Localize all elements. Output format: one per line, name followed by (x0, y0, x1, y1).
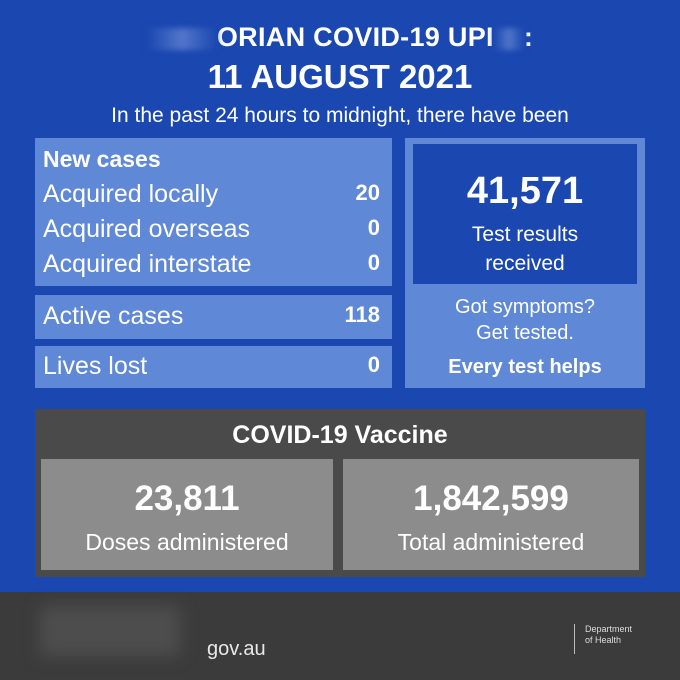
tests-label-line-1: Test results (471, 223, 579, 246)
new-cases-panel (35, 138, 392, 286)
symptoms-line-1: Got symptoms? (454, 296, 596, 318)
vaccine-title: COVID-19 Vaccine (232, 421, 448, 449)
report-date: 11 AUGUST 2021 (207, 58, 473, 95)
dept-line-2: of Health (585, 635, 622, 645)
tests-value: 41,571 (466, 170, 584, 212)
total-value: 1,842,599 (413, 479, 569, 518)
tests-panel (405, 138, 645, 388)
active-cases-row (43, 302, 380, 331)
case-row-label: Acquired locally (43, 180, 219, 208)
footer-divider (574, 624, 575, 654)
tests-label (413, 220, 637, 278)
dept-line-1: Department (585, 624, 633, 634)
case-row-overseas (43, 215, 380, 244)
symptoms-line-3: Every test helps (448, 356, 602, 378)
total-label: Total administered (397, 529, 585, 555)
case-row-value: 0 (367, 250, 380, 275)
subtitle: In the past 24 hours to midnight, there have been (111, 104, 569, 127)
footer (0, 592, 680, 680)
active-cases-panel (35, 295, 392, 339)
active-cases-label: Active cases (43, 302, 184, 330)
symptoms-line-2: Get tested. (476, 322, 574, 344)
active-cases-value: 118 (344, 302, 380, 327)
total-box (343, 459, 639, 570)
new-cases-heading (43, 146, 380, 173)
symptoms-message (405, 294, 645, 380)
doses-label: Doses administered (85, 529, 289, 555)
redacted-region (494, 28, 524, 50)
case-row-value: 20 (355, 180, 380, 205)
tests-label-line-2: received (485, 252, 565, 275)
doses-value: 23,811 (134, 479, 240, 518)
title-line-1: ORIAN COVID-19 UPI (216, 22, 494, 52)
redacted-logo (40, 606, 180, 656)
lives-lost-panel (35, 346, 392, 388)
case-row-label: Acquired interstate (43, 250, 252, 278)
dept-logo (585, 624, 632, 646)
footer-site: gov.au (207, 638, 266, 660)
tests-box (413, 144, 637, 284)
case-row-value: 0 (367, 215, 380, 240)
case-row-local (43, 180, 380, 209)
page-title (0, 22, 680, 53)
new-cases-heading-text: New cases (43, 146, 161, 172)
doses-box (41, 459, 333, 570)
title-suffix: : (523, 22, 534, 52)
case-row-interstate (43, 250, 380, 279)
lives-lost-label: Lives lost (43, 352, 148, 380)
vaccine-panel (35, 409, 645, 577)
lives-lost-row (43, 352, 380, 381)
case-row-label: Acquired overseas (43, 215, 251, 243)
lives-lost-value: 0 (367, 352, 380, 377)
redacted-region (147, 28, 217, 50)
